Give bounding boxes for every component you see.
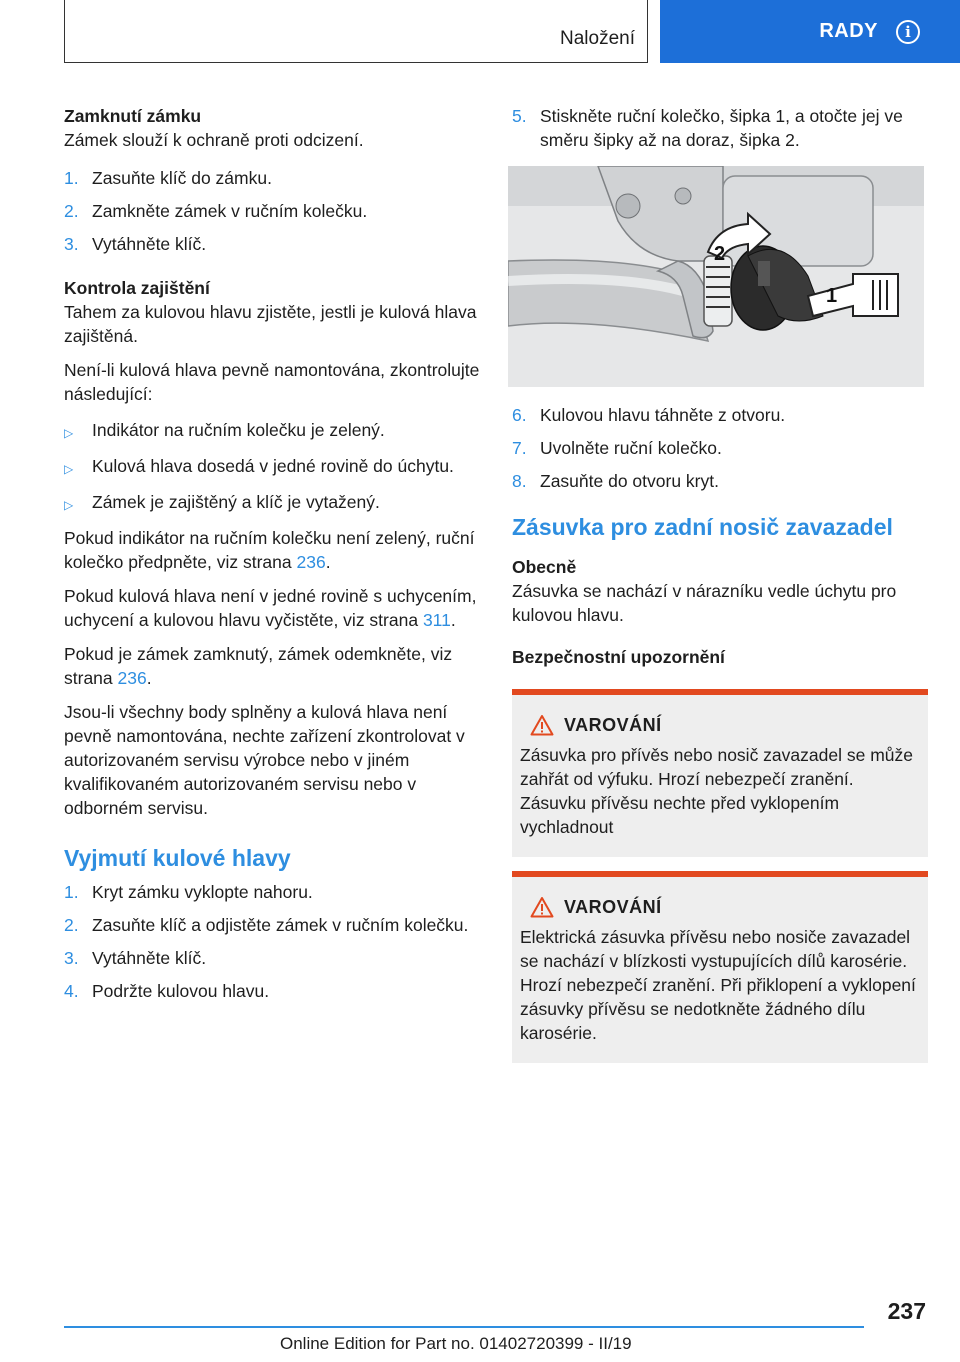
list-item: 7. Uvolněte ruční kolečko.	[512, 438, 722, 458]
left-column	[64, 104, 482, 1012]
footer-edition: Online Edition for Part no. 01402720399 - II/19	[280, 1334, 632, 1353]
page-link[interactable]: 236	[117, 668, 147, 688]
list-item: ▷ Kulová hlava dosedá v jedné rovině do úchytu.	[64, 454, 482, 481]
warning-header	[530, 713, 920, 737]
heading-check: Kontrola zajištění	[64, 278, 210, 298]
info-icon: i	[896, 20, 920, 44]
list-item: 1. Kryt zámku vyklopte nahoru.	[64, 882, 313, 902]
paragraph: Tahem za kulovou hlavu zjistěte, jestli je kulová hlava zajištěná.	[64, 302, 477, 346]
check-bullets	[64, 418, 482, 517]
list-item: 5. Stiskněte ruční kolečko, šipka 1, a otočte jej ve směru šipky až na doraz, šipka 2.	[512, 106, 903, 150]
page-number: 237	[887, 1298, 926, 1324]
figure-label-2: 2	[714, 243, 726, 265]
heading-socket: Zásuvka pro zadní nosič zavazadel	[512, 514, 893, 540]
heading-safety: Bezpečnostní upozornění	[512, 647, 725, 667]
list-item: 8. Zasuňte do otvoru kryt.	[512, 471, 719, 491]
warning-title: VAROVÁNÍ	[564, 897, 662, 917]
page-link[interactable]: 236	[296, 552, 326, 572]
footer-divider	[64, 1326, 864, 1328]
triangle-bullet-icon: ▷	[64, 462, 74, 476]
remove-steps	[64, 880, 482, 1003]
warning-box	[512, 871, 928, 1063]
tow-hitch-figure	[508, 166, 924, 387]
paragraph: Zámek slouží k ochraně proti odcizení.	[64, 130, 364, 150]
warning-triangle-icon	[530, 714, 554, 736]
warning-text: Elektrická zásuvka přívěsu nebo nosiče zavazadel se nachází v blízkosti vystupujících dílů karosérie. Hrozí nebezpečí zranění. Při přiklopení a vyklopení zásuvky přívěsu se nedotkněte žádného dílu karosérie.	[520, 927, 916, 1043]
heading-general: Obecně	[512, 557, 577, 577]
list-item: 3. Vytáhněte klíč.	[64, 948, 207, 968]
list-item: 6. Kulovou hlavu táhněte z otvoru.	[512, 405, 786, 425]
warning-title: VAROVÁNÍ	[564, 715, 662, 735]
paragraph: Pokud kulová hlava není v jedné rovině s uchycením, uchycení a kulovou hlavu vyčistěte, viz strana 311.	[64, 586, 477, 630]
list-item: 3. Vytáhněte klíč.	[64, 234, 207, 254]
page-link[interactable]: 311	[422, 610, 451, 630]
triangle-bullet-icon: ▷	[64, 426, 74, 440]
list-item: ▷ Indikátor na ručním kolečku je zelený.	[64, 418, 482, 445]
list-item: 1. Zasuňte klíč do zámku.	[64, 168, 272, 188]
paragraph: Pokud je zámek zamknutý, zámek odemkněte, viz strana 236.	[64, 644, 453, 688]
heading-lock: Zamknutí zámku	[64, 106, 202, 126]
section-title: Naložení	[560, 28, 635, 49]
heading-remove: Vyjmutí kulové hlavy	[64, 845, 291, 871]
section-tab	[64, 0, 648, 63]
warning-text: Zásuvka pro přívěs nebo nosič zavazadel se může zahřát od výfuku. Hrozí nebezpečí zranění. Zásuvku přívěsu nechte před vyklopením vychladnout	[520, 745, 913, 837]
list-item: 2. Zasuňte klíč a odjistěte zámek v ručním kolečku.	[64, 915, 469, 935]
paragraph: Zásuvka se nachází v nárazníku vedle úchytu pro kulovou hlavu.	[512, 581, 897, 625]
list-item: ▷ Zámek je zajištěný a klíč je vytažený.	[64, 490, 482, 517]
paragraph: Není-li kulová hlava pevně namontována, zkontrolujte následující:	[64, 360, 480, 404]
list-item: 4. Podržte kulovou hlavu.	[64, 981, 270, 1001]
warning-triangle-icon	[530, 896, 554, 918]
figure-label-1: 1	[826, 285, 838, 307]
right-column	[512, 104, 928, 1077]
rady-tab[interactable]	[660, 0, 960, 63]
list-item: 2. Zamkněte zámek v ručním kolečku.	[64, 201, 368, 221]
paragraph: Jsou-li všechny body splněny a kulová hlava není pevně namontována, nechte zařízení zkontrolovat v autorizovaném servisu výrobce nebo v jiném kvalifikovaném autorizovaném servisu nebo v odborném servisu.	[64, 702, 465, 818]
rady-label: RADY	[819, 20, 878, 42]
hitch-illustration	[508, 166, 924, 387]
lock-steps	[64, 166, 482, 256]
warning-header	[530, 895, 920, 919]
triangle-bullet-icon: ▷	[64, 498, 74, 512]
remove-steps-continued	[512, 403, 928, 493]
warning-box	[512, 689, 928, 857]
paragraph: Pokud indikátor na ručním kolečku není zelený, ruční kolečko předpněte, viz strana 236.	[64, 528, 475, 572]
